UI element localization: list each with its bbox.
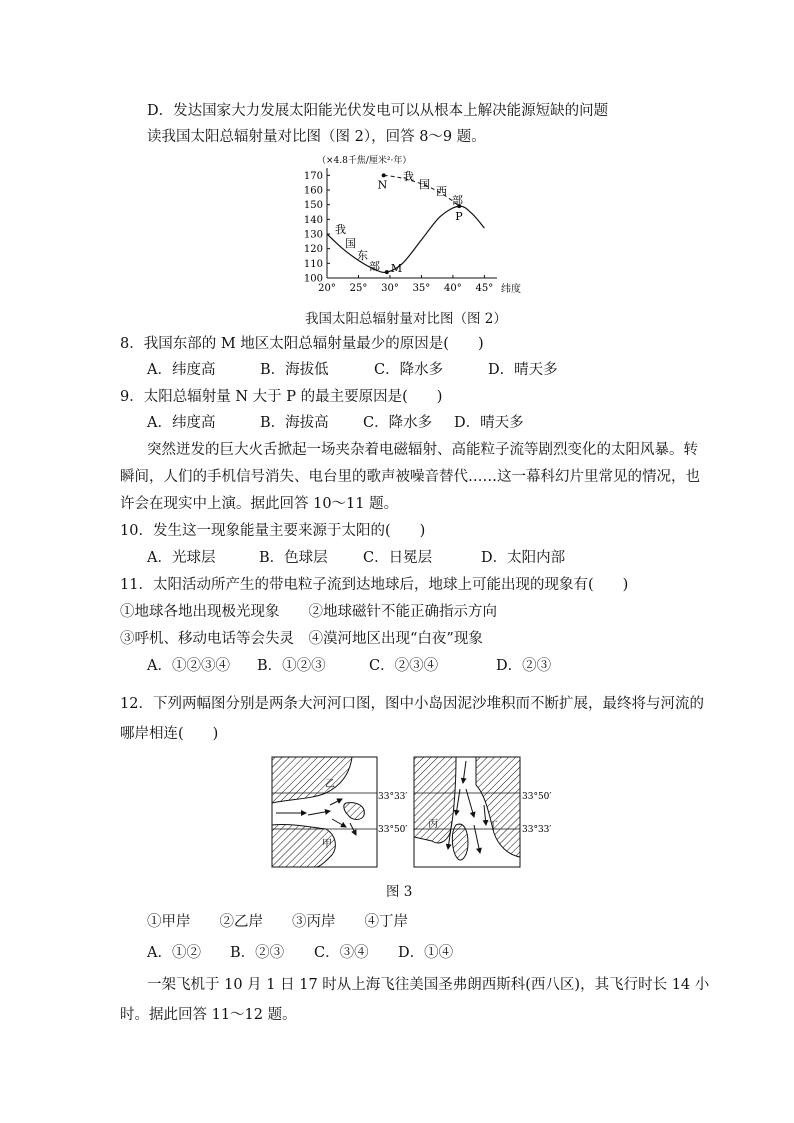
figure-2-chart [285, 150, 525, 300]
option-d[interactable]: D．太阳内部 [481, 550, 566, 566]
question-9-options [147, 413, 524, 433]
y-tick-label: 170 [303, 170, 323, 182]
passage-line-1: 突然迸发的巨大火舌掀起一场夹杂着电磁辐射、高能粒子流等剧烈变化的太阳风暴。转 [147, 442, 698, 458]
bank-yi-label: 乙 [325, 779, 335, 790]
y-tick-label: 160 [303, 185, 323, 197]
question-9: 9．太阳总辐射量 N 大于 P 的最主要原因是( ) [120, 389, 443, 405]
right-lat-bottom: 33°33′ [522, 825, 552, 835]
option-a[interactable]: A．①②③④ [147, 658, 230, 674]
bank-ding-label: 丁 [488, 821, 498, 832]
figure-3-caption: 图 3 [386, 884, 413, 900]
bank-jia-label: 甲 [322, 839, 332, 850]
x-tick-label: 30° [381, 283, 399, 294]
axes [327, 168, 497, 278]
point-label-N: N [377, 178, 388, 192]
east-label-char-1: 我 [335, 223, 346, 236]
x-tick-label: 40° [444, 283, 462, 294]
x-axis-label: 纬度 [501, 284, 521, 295]
west-label-char-2: 国 [419, 178, 430, 191]
question-11-statements-2: ③呼机、移动电话等会失灵 ④漠河地区出现“白夜”现象 [120, 631, 483, 647]
passage-line-2: 瞬间，人们的手机信号消失、电台里的歌声被噪音替代……这一幕科幻片里常见的情况，也 [120, 469, 700, 485]
option-b[interactable]: B．海拔低 [260, 362, 329, 378]
east-label-char-3: 东 [357, 249, 368, 262]
option-d[interactable]: D．①④ [398, 945, 454, 961]
left-river-mouth-map [272, 757, 407, 867]
x-tick-label: 20° [318, 283, 336, 294]
point-label-M: M [390, 262, 403, 276]
question-11: 11．太阳活动所产生的带电粒子流到达地球后，地球上可能出现的现象有( ) [120, 577, 629, 593]
option-d[interactable]: D．晴天多 [454, 415, 524, 431]
option-b[interactable]: B．①②③ [257, 658, 326, 674]
option-d[interactable]: D．晴天多 [488, 362, 558, 378]
option-a[interactable]: A．光球层 [147, 550, 216, 566]
point-N [382, 173, 386, 177]
option-c[interactable]: C．降水多 [363, 415, 433, 431]
option-d[interactable]: D．②③ [496, 658, 552, 674]
left-lat-bottom: 33°50′ [378, 825, 408, 835]
right-lat-top: 33°50′ [522, 792, 552, 802]
option-a[interactable]: A．纬度高 [147, 362, 216, 378]
question-12-line-2: 哪岸相连( ) [120, 726, 219, 742]
option-b[interactable]: B．海拔高 [260, 415, 329, 431]
question-10: 10．发生这一现象能量主要来源于太阳的( ) [120, 523, 426, 539]
figure-3-diagram [270, 755, 570, 871]
y-tick-label: 120 [303, 244, 323, 256]
option-b[interactable]: B．色球层 [259, 550, 328, 566]
y-tick-label: 150 [303, 200, 323, 212]
bank-bing-label: 丙 [428, 819, 438, 830]
figure-2-caption: 我国太阳总辐射量对比图（图 2） [305, 311, 507, 327]
bank-bing-land [414, 757, 456, 843]
option-c[interactable]: C．③④ [314, 945, 369, 961]
right-island [452, 824, 468, 860]
point-M [385, 270, 389, 274]
option-b[interactable]: B．②③ [230, 945, 285, 961]
y-tick-label: 100 [303, 273, 323, 285]
west-label-char-4: 部 [452, 194, 463, 207]
option-c[interactable]: C．②③④ [369, 658, 439, 674]
question-12-line-1: 12．下列两幅图分别是两条大河河口图，图中小岛因泥沙堆积而不断扩展，最终将与河流的 [120, 696, 704, 712]
option-a[interactable]: A．①② [147, 945, 201, 961]
figure-2-instruction: 读我国太阳总辐射量对比图（图 2），回答 8～9 题。 [147, 129, 486, 145]
option-c[interactable]: C．日冕层 [363, 550, 433, 566]
point-label-P: P [455, 210, 463, 224]
question-12-statements: ①甲岸 ②乙岸 ③丙岸 ④丁岸 [147, 914, 408, 930]
east-label-char-4: 部 [369, 260, 380, 273]
y-tick-label: 110 [303, 258, 323, 270]
question-8-options [147, 360, 558, 380]
passage-line-3: 许会在现实中上演。据此回答 10～11 题。 [120, 496, 399, 512]
y-ticks [304, 171, 330, 285]
x-tick-label: 45° [475, 283, 494, 294]
left-lat-top: 33°33′ [378, 792, 408, 802]
x-tick-label: 35° [412, 283, 431, 294]
y-axis-unit: （×4.8千焦/厘米²·年） [317, 156, 412, 166]
question-11-statements-1: ①地球各地出现极光现象 ②地球磁针不能正确指示方向 [120, 604, 497, 620]
west-label-char-3: 西 [436, 185, 447, 198]
y-tick-label: 130 [303, 229, 323, 241]
option-d-statement: D．发达国家大力发展太阳能光伏发电可以从根本上解决能源短缺的问题 [147, 103, 609, 119]
east-label-char-2: 国 [345, 237, 356, 250]
question-12-options [147, 943, 453, 963]
question-8: 8．我国东部的 M 地区太阳总辐射量最少的原因是( ) [120, 336, 484, 352]
y-tick-label: 140 [303, 214, 323, 226]
option-a[interactable]: A．纬度高 [147, 415, 216, 431]
x-tick-label: 25° [349, 283, 368, 294]
passage-flight-line-1: 一架飞机于 10 月 1 日 17 时从上海飞往美国圣弗朗西斯科(西八区)，其飞行时长 14 小 [147, 977, 710, 993]
question-11-options [147, 656, 551, 676]
option-c[interactable]: C．降水多 [374, 362, 444, 378]
right-river-mouth-map [414, 757, 551, 867]
west-label-char-1: 我 [403, 170, 414, 183]
passage-flight-line-2: 时。据此回答 11～12 题。 [120, 1007, 297, 1023]
question-10-options [147, 548, 565, 568]
